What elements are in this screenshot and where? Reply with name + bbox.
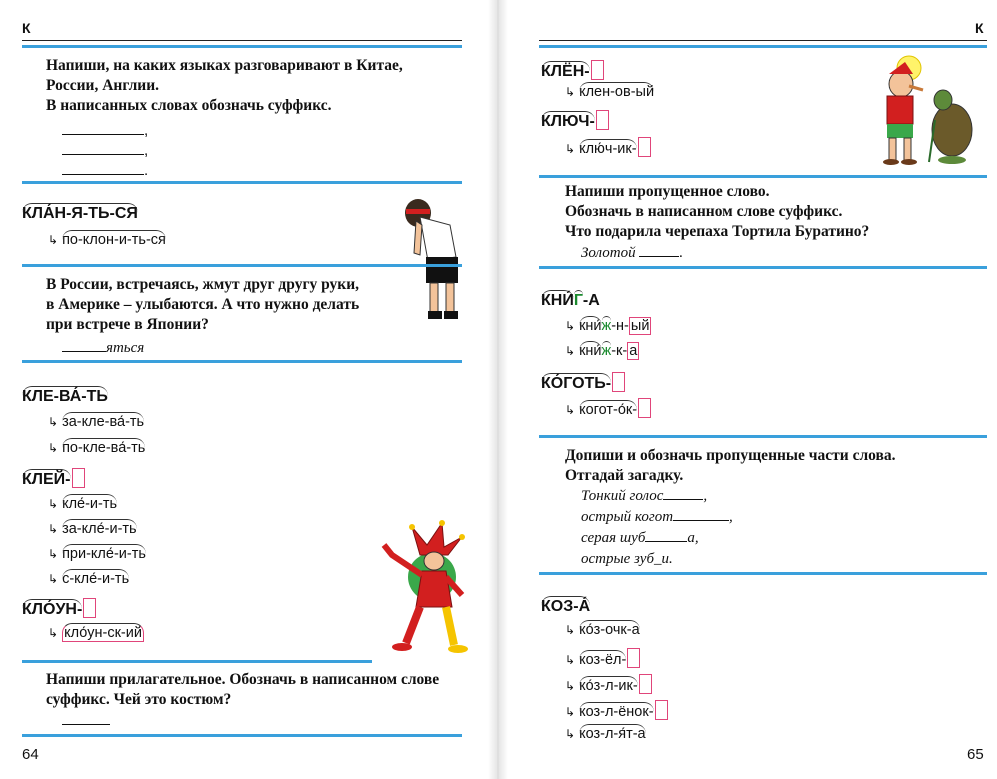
derived-word: ↳ за-кле́-и-ть: [48, 521, 137, 537]
section-divider: [22, 181, 462, 184]
page-number: 64: [22, 746, 39, 763]
derived-word: ↳ коз-л-я́т-а: [565, 726, 646, 742]
jester-illustration: [372, 515, 472, 660]
derived-word: ↳ коз-ёл-: [565, 648, 640, 668]
word-head-kloun: КЛО́УН-: [22, 598, 96, 619]
suffix-mark: [612, 372, 625, 392]
section-divider: [539, 175, 987, 178]
derived-word: ↳ кни́ж-н- ый: [565, 318, 650, 334]
derived-word: ↳ ко́з-очк-а: [565, 622, 640, 638]
suffix-mark: [638, 137, 651, 157]
header-rule: [539, 40, 987, 41]
suffix-mark: [72, 468, 85, 488]
suffix-mark: [638, 398, 651, 418]
left-page: [0, 0, 490, 779]
section-divider: [539, 266, 987, 269]
suffix-mark: [83, 598, 96, 618]
answer-line-golden[interactable]: Золотой .: [581, 245, 684, 261]
boy-bowing-illustration: [398, 195, 468, 330]
suffix-mark: [655, 700, 668, 720]
word-head-koza: КОЗ-А́: [541, 598, 591, 615]
derived-word: ↳ когот-о́к-: [565, 398, 651, 418]
answer-line-3[interactable]: .: [62, 160, 148, 179]
derived-word: ↳ по-клон-и-ть-ся: [48, 232, 166, 248]
answer-line-1[interactable]: ,: [62, 120, 148, 139]
riddle-text: [581, 486, 733, 570]
suffix-mark: [627, 648, 640, 668]
suffix-mark: [639, 674, 652, 694]
word-head-klyuch: КЛЮЧ-: [541, 110, 609, 131]
derived-word: ↳ при-кле́-и-ть: [48, 546, 146, 562]
word-head-klanyatsya: КЛА́Н-Я-ТЬ-СЯ: [22, 205, 138, 222]
section-divider: [22, 45, 462, 48]
answer-line-japan[interactable]: яться: [62, 338, 144, 357]
riddle-line[interactable]: острый когот ,: [581, 509, 733, 525]
word-head-kogot: КО́ГОТЬ-: [541, 372, 625, 393]
section-divider: [22, 264, 462, 267]
header-letter: К: [975, 20, 984, 36]
derived-word: ↳ кло́ун-ск-ий: [48, 625, 142, 641]
word-head-klevat: КЛЕ-ВА́-ТЬ: [22, 388, 108, 405]
derived-word: ↳ за-кле-ва́-ть: [48, 414, 145, 430]
derived-word: ↳ кни́ж-к- а: [565, 343, 638, 359]
riddle-line[interactable]: Тонкий голос ,: [581, 488, 708, 504]
section-divider: [22, 734, 462, 737]
derived-word: ↳ кле́-и-ть: [48, 496, 118, 512]
answer-line-costume[interactable]: [62, 712, 110, 730]
book-gutter: [488, 0, 508, 779]
section-divider: [539, 45, 987, 48]
derived-word: ↳ по-кле-ва́-ть: [48, 440, 146, 456]
derived-word: ↳ коз-л-ёнок-: [565, 700, 668, 720]
task-riddle: Допиши и обозначь пропущенные части слова. Отгадай загадку.: [565, 447, 896, 484]
word-head-kley: КЛЕЙ-: [22, 468, 85, 489]
task-japan: В России, встречаясь, жмут друг другу руки, в Америке – улыбаются. А что нужно делать при встрече в Японии?: [46, 276, 360, 333]
derived-word: ↳ клю́ч-ик-: [565, 137, 651, 157]
word-head-kniga: КНИ́Г-А: [541, 292, 600, 309]
page-number: 65: [967, 746, 984, 763]
right-page: [507, 0, 997, 779]
derived-word: ↳ ко́з-л-ик-: [565, 674, 652, 694]
task-languages: Напиши, на каких языках разговаривают в Китае, России, Англии. В написанных словах обозначь суффикс.: [46, 57, 403, 114]
task-missing-word: Напиши пропущенное слово. Обозначь в написанном слове суффикс. Что подарила черепаха Тортила Буратино?: [565, 183, 870, 240]
section-divider: [22, 360, 462, 363]
suffix-mark: [591, 60, 604, 80]
pinocchio-turtle-illustration: [857, 50, 977, 170]
task-costume: Напиши прилагательное. Обозначь в написанном слове суффикс. Чей это костюм?: [46, 671, 440, 708]
derived-word: ↳ с-кле́-и-ть: [48, 571, 130, 587]
derived-word: ↳ клен-ов-ый: [565, 84, 655, 100]
riddle-line[interactable]: серая шуб а,: [581, 530, 699, 546]
word-head-klyon: КЛЁН-: [541, 60, 604, 81]
section-divider: [539, 435, 987, 438]
section-divider: [22, 660, 372, 663]
riddle-line[interactable]: острые зуб_и.: [581, 551, 673, 567]
suffix-mark: [596, 110, 609, 130]
header-rule: [22, 40, 462, 41]
section-divider: [539, 572, 987, 575]
header-letter: К: [22, 20, 31, 36]
answer-line-2[interactable]: ,: [62, 140, 148, 159]
